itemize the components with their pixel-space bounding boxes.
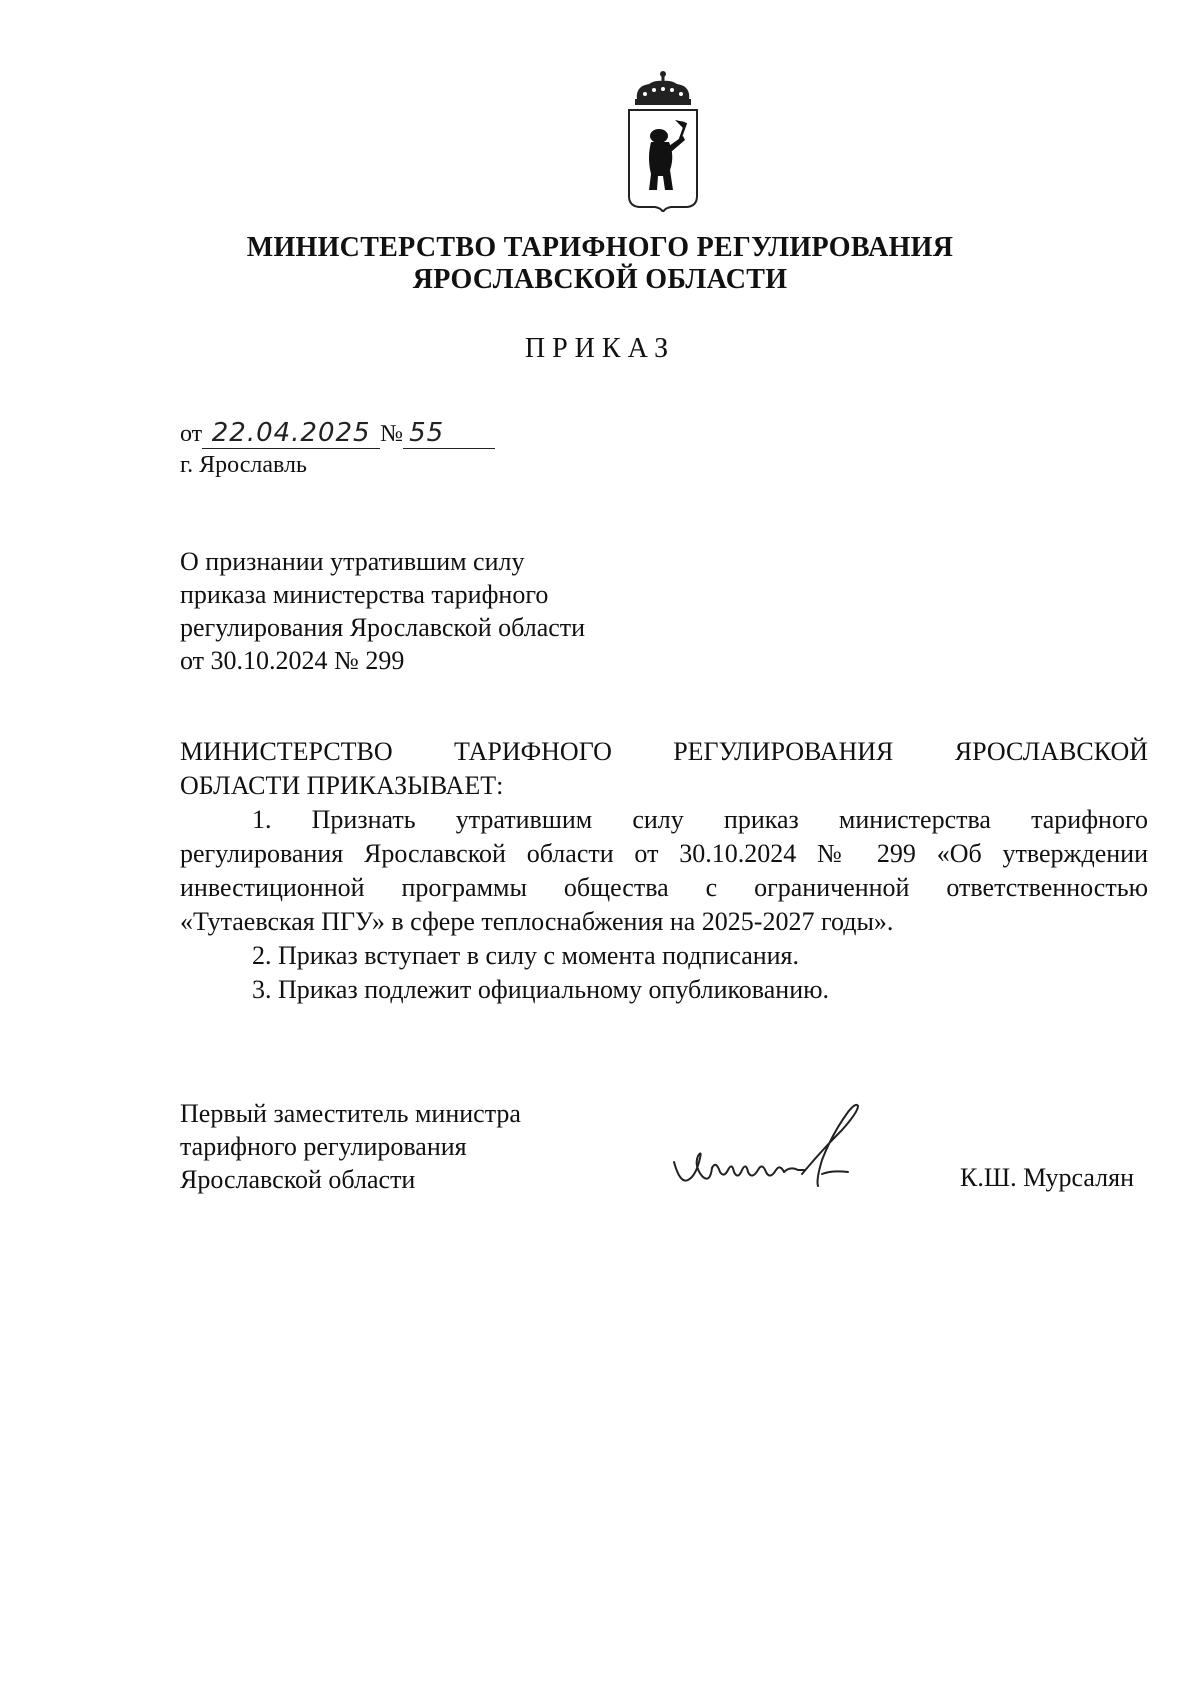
- ministry-name-line2: ЯРОСЛАВСКОЙ ОБЛАСТИ: [412, 264, 788, 295]
- item1-line: «Тутаевская ПГУ» в сфере теплоснабжения на 2025-2027 годы».: [180, 907, 894, 936]
- document-body: [180, 735, 1148, 1007]
- signer-position-line: Первый заместитель министра: [180, 1099, 521, 1128]
- item2: 2. Приказ вступает в силу с момента подписания.: [252, 941, 800, 970]
- item1-line: 1. Признать утратившим силу приказ министерства тарифного: [252, 805, 1148, 834]
- date-prefix: от: [180, 421, 203, 447]
- signer-name: К.Ш. Мурсалян: [960, 1163, 1135, 1192]
- subject-line: О признании утратившим силу: [180, 547, 525, 576]
- handwritten-date: 22.04.2025: [202, 418, 380, 449]
- date-number-line: [180, 418, 495, 449]
- preamble-line: ОБЛАСТИ ПРИКАЗЫВАЕТ:: [180, 771, 504, 800]
- item1-line: инвестиционной программы общества с ограниченной ответственностью: [180, 873, 1148, 902]
- handwritten-number: 55: [403, 418, 495, 449]
- subject-line: регулирования Ярославской области: [180, 613, 586, 642]
- ministry-header: [0, 232, 1200, 296]
- preamble-line: МИНИСТЕРСТВО ТАРИФНОГО РЕГУЛИРОВАНИЯ ЯРОСЛАВСКОЙ: [180, 737, 1148, 766]
- ministry-name-line1: МИНИСТЕРСТВО ТАРИФНОГО РЕГУЛИРОВАНИЯ: [246, 232, 954, 263]
- signer-position: [180, 1097, 521, 1196]
- signer-position-line: тарифного регулирования: [180, 1132, 467, 1161]
- yaroslavl-coat-of-arms-icon: [625, 70, 701, 212]
- subject-line: от 30.10.2024 № 299: [180, 646, 405, 675]
- item1-line: регулирования Ярославской области от 30.10.2024 № 299 «Об утверждении: [180, 839, 1148, 868]
- number-prefix: №: [380, 421, 404, 447]
- item3: 3. Приказ подлежит официальному опубликованию.: [252, 975, 830, 1004]
- document-type: ПРИКАЗ: [524, 333, 676, 364]
- signer-position-line: Ярославской области: [180, 1165, 416, 1194]
- city-label: г. Ярославль: [180, 452, 307, 478]
- subject-line: приказа министерства тарифного: [180, 580, 549, 609]
- document-subject: [180, 545, 700, 677]
- handwritten-signature-icon: [672, 1100, 932, 1200]
